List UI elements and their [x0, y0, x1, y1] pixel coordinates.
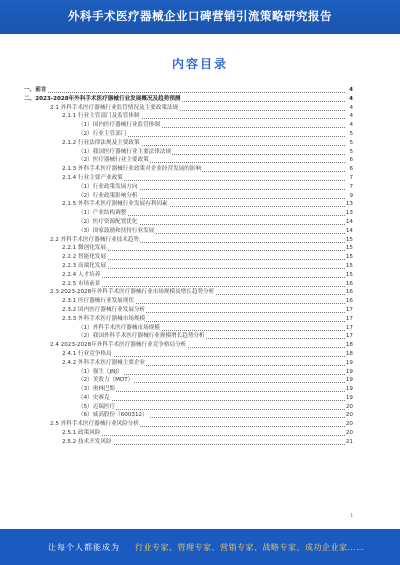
toc-entry-label: 2.1.5 外科手术医疗器械行业发展有利因素 [62, 201, 168, 208]
toc-entry[interactable] [24, 148, 353, 157]
toc-entry[interactable] [24, 376, 353, 385]
toc-entry[interactable] [24, 244, 353, 253]
toc-entry[interactable] [24, 438, 353, 447]
toc-entry-label: 2.3.2 国内医疗器械行业发展分析 [62, 306, 146, 313]
table-of-contents [24, 86, 353, 447]
toc-entry[interactable] [24, 306, 353, 315]
toc-entry-page: 19 [345, 377, 353, 384]
toc-entry[interactable] [24, 104, 353, 113]
toc-entry-page: 4 [349, 104, 353, 111]
toc-entry[interactable] [24, 385, 353, 394]
toc-entry-page: 14 [345, 218, 353, 225]
toc-entry[interactable] [24, 183, 353, 192]
toc-entry-page: 5 [349, 130, 353, 137]
toc-entry[interactable] [24, 394, 353, 403]
toc-dot-leader [78, 391, 345, 392]
toc-entry[interactable] [24, 341, 353, 350]
toc-entry-page: 17 [345, 306, 353, 313]
toc-entry[interactable] [24, 209, 353, 218]
toc-dot-leader [24, 92, 345, 93]
toc-entry-label: （1）外科手术医疗器械市场规模 [78, 324, 160, 331]
toc-entry-page: 5 [349, 148, 353, 155]
toc-entry[interactable] [24, 332, 353, 341]
toc-dot-leader [62, 286, 345, 287]
toc-entry[interactable] [24, 271, 353, 280]
toc-entry-label: 2.5.1 政策风险 [62, 430, 101, 437]
toc-entry-page: 4 [349, 113, 353, 120]
toc-entry-page: 21 [345, 438, 353, 445]
toc-entry-page: 13 [345, 210, 353, 217]
toc-entry-page: 19 [345, 394, 353, 401]
toc-entry-page: 9 [349, 192, 353, 199]
toc-entry-label: （4）史赛克 [78, 394, 110, 401]
toc-entry-page: 15 [345, 271, 353, 278]
toc-entry-label: （2）医疗器械行业主要政策 [78, 157, 149, 164]
toc-entry-label: （2）医疗资源配置优化 [78, 218, 138, 225]
toc-entry-label: 二、2023-2028年外科手术医疗器械行业发展概况及趋势预测 [24, 95, 181, 102]
toc-entry-page: 17 [345, 315, 353, 322]
toc-entry-label: 2.4.1 行业竞争格局 [62, 350, 112, 357]
toc-entry-label: （1）产业结构调整 [78, 210, 127, 217]
toc-entry[interactable] [24, 429, 353, 438]
toc-entry-label: 2.1.4 行业主要产业政策 [62, 174, 123, 181]
toc-dot-leader [78, 400, 345, 401]
toc-entry-label: 2.1 外科手术医疗器械行业监管情况及主要政策法规 [50, 104, 179, 111]
toc-entry-label: 2.3.3 外科手术医疗器械市场规模 [62, 315, 146, 322]
toc-entry-label: 2.2.2 智能化发展 [62, 254, 106, 261]
toc-entry-label: （3）国家鼓励和扶持行业发展 [78, 227, 155, 234]
footer-slogan: 让每个人都能成为 [48, 543, 120, 552]
toc-entry-label: （1）我国医疗器械行业主要法律法规 [78, 148, 172, 155]
toc-entry-label: 2.3 2023-2028年外科手术医疗器械行业市场规模及增长趋势分析 [50, 289, 215, 296]
toc-entry[interactable] [24, 368, 353, 377]
toc-entry-page: 7 [349, 183, 353, 190]
toc-entry[interactable] [24, 288, 353, 297]
toc-entry-page: 18 [345, 342, 353, 349]
toc-entry[interactable] [24, 174, 353, 183]
toc-entry-page: 15 [345, 245, 353, 252]
toc-entry[interactable] [24, 86, 353, 95]
toc-entry[interactable] [24, 165, 353, 174]
toc-entry-label: （1）国内医疗器械行业监管体制 [78, 122, 160, 129]
toc-entry[interactable] [24, 95, 353, 104]
footer-bar [0, 529, 400, 565]
toc-entry[interactable] [24, 324, 353, 333]
toc-entry-page: 20 [345, 412, 353, 419]
toc-entry[interactable] [24, 420, 353, 429]
toc-entry-label: （5）迈瑞医疗 [78, 403, 116, 410]
toc-entry-label: 2.1.3 外科手术医疗器械行业政策对企业经营发展的影响 [62, 166, 202, 173]
toc-entry-label: （2）行业政策影响分析 [78, 192, 138, 199]
toc-entry-page: 4 [349, 87, 353, 93]
toc-entry-label: 2.4.2 外科手术医疗器械主要企业 [62, 359, 146, 366]
toc-entry-page: 16 [345, 298, 353, 305]
toc-entry-label: 2.1.2 行业法律法规及主要政策 [62, 139, 140, 146]
toc-entry-page: 20 [345, 403, 353, 410]
toc-entry[interactable] [24, 218, 353, 227]
toc-entry-label: 一、前言 [24, 87, 47, 93]
report-title: 外科手术医疗器械企业口碑营销引流策略研究报告 [68, 9, 332, 23]
toc-entry-label: （1）行业政策发展方向 [78, 183, 138, 190]
report-header-bar [0, 0, 400, 34]
toc-entry-page: 17 [345, 324, 353, 331]
toc-dot-leader [62, 277, 345, 278]
toc-entry-label: （2）美敦力（MDT） [78, 377, 134, 384]
toc-entry[interactable] [24, 236, 353, 245]
toc-entry-page: 19 [345, 386, 353, 393]
toc-heading: 内容目录 [171, 57, 228, 71]
footer-tagline: 行业专家、管理专家、营销专家、战略专家、成功企业家…… [135, 543, 365, 552]
toc-entry-label: （3）奥林巴斯 [78, 386, 116, 393]
toc-entry-page: 15 [345, 236, 353, 243]
toc-entry-label: （2）我国外科手术医疗器械行业规模增长趋势分析 [78, 333, 205, 340]
toc-entry-page: 20 [345, 421, 353, 428]
toc-entry-page: 14 [345, 227, 353, 234]
page-number: 1 [350, 513, 353, 518]
toc-entry-page: 20 [345, 430, 353, 437]
toc-entry-label: 2.2.3 高端化发展 [62, 262, 106, 269]
toc-entry-page: 6 [349, 157, 353, 164]
toc-entry-page: 16 [345, 289, 353, 296]
toc-entry-label: （6）威高股份（600312） [78, 412, 148, 419]
toc-entry-page: 15 [345, 262, 353, 269]
toc-entry[interactable] [24, 350, 353, 359]
toc-entry-label: （1）强生（JNJ） [78, 368, 123, 375]
toc-dot-leader [78, 409, 345, 410]
toc-entry-page: 5 [349, 139, 353, 146]
toc-entry[interactable] [24, 130, 353, 139]
toc-entry-page: 19 [345, 359, 353, 366]
toc-entry-label: 2.3.1 医疗器械行业发展现状 [62, 298, 134, 305]
toc-entry-label: 2.5 外科手术医疗器械行业风险分析 [50, 421, 139, 428]
toc-entry[interactable] [24, 121, 353, 130]
toc-dot-leader [62, 435, 345, 436]
toc-entry-label: 2.1.1 行业主管部门及监管体制 [62, 113, 140, 120]
toc-entry-page: 4 [349, 95, 353, 102]
toc-entry-page: 7 [349, 174, 353, 181]
toc-entry-page: 15 [345, 254, 353, 261]
toc-entry[interactable] [24, 359, 353, 368]
toc-entry-page: 13 [345, 201, 353, 208]
toc-entry[interactable] [24, 403, 353, 412]
toc-entry[interactable] [24, 280, 353, 289]
toc-entry-page: 18 [345, 350, 353, 357]
toc-entry-label: （2）行业主管部门 [78, 130, 127, 137]
toc-entry[interactable] [24, 411, 353, 420]
toc-entry[interactable] [24, 262, 353, 271]
toc-entry-page: 6 [349, 166, 353, 173]
toc-entry[interactable] [24, 139, 353, 148]
toc-entry-page: 16 [345, 280, 353, 287]
toc-entry[interactable] [24, 200, 353, 209]
toc-entry-page: 19 [345, 368, 353, 375]
toc-entry[interactable] [24, 156, 353, 165]
toc-entry[interactable] [24, 253, 353, 262]
toc-entry-label: 2.2.1 微创化发展 [62, 245, 106, 252]
toc-entry[interactable] [24, 227, 353, 236]
toc-entry[interactable] [24, 315, 353, 324]
toc-entry-page: 17 [345, 333, 353, 340]
toc-entry[interactable] [24, 192, 353, 201]
toc-entry[interactable] [24, 297, 353, 306]
toc-entry-label: 2.2 外科手术医疗器械行业技术趋势 [50, 236, 139, 243]
toc-entry[interactable] [24, 112, 353, 121]
toc-entry-label: 2.4 2023-2028年外科手术医疗器械行业竞争格局分析 [50, 342, 187, 349]
toc-entry-label: 2.5.2 技术开发风险 [62, 438, 112, 445]
toc-entry-label: 2.2.4 人才培养 [62, 271, 101, 278]
toc-entry-label: 2.2.5 市场前景 [62, 280, 101, 287]
toc-entry-page: 4 [349, 122, 353, 129]
